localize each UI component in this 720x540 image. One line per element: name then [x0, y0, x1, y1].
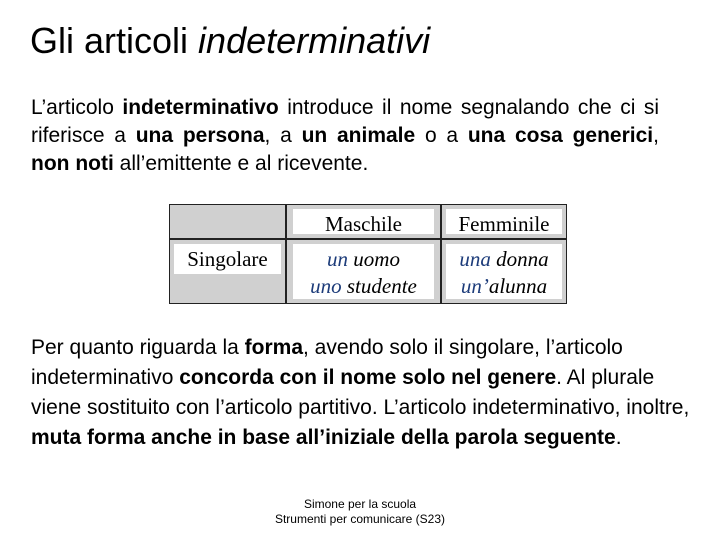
articles-table: [169, 204, 567, 304]
text: all’emittente e al ricevente.: [113, 152, 369, 175]
article: una: [459, 247, 491, 271]
title-plain: Gli articoli: [30, 20, 189, 61]
cell-maschile-singolare: [286, 239, 441, 304]
header-femminile-label: Femminile: [458, 212, 550, 236]
article: un’: [460, 274, 489, 298]
entry-un-alunna: [442, 274, 566, 299]
entry-uno-studente: [287, 274, 440, 299]
article: un: [327, 247, 349, 271]
noun: alunna: [488, 274, 548, 298]
footer-publisher: Simone per la scuola: [303, 497, 417, 511]
bold-text: muta forma anche in base all’iniziale della parola seguente: [31, 426, 616, 449]
bold-text: una persona: [135, 124, 265, 147]
text: introduce il nome segnalando che ci si riferisce a: [31, 96, 659, 147]
text: L’articolo: [31, 96, 114, 119]
text: o a: [415, 124, 459, 147]
entry-un-uomo: [287, 247, 440, 272]
intro-paragraph: [31, 94, 659, 178]
row-singolare: [169, 239, 286, 304]
entry-una-donna: [442, 247, 566, 272]
text: , avendo solo il singolare, l’articolo indeterminativo: [31, 336, 623, 389]
cell-femminile-singolare: [441, 239, 567, 304]
bold-text: indeterminativo: [122, 96, 279, 119]
header-maschile: [286, 204, 441, 239]
page-title: [30, 20, 430, 62]
row-singolare-label: Singolare: [187, 247, 268, 271]
bold-text: una cosa generici: [467, 124, 654, 147]
header-femminile: [441, 204, 567, 239]
title-italic: indeterminativi: [198, 20, 431, 61]
text: .: [615, 426, 622, 449]
noun: uomo: [353, 247, 400, 271]
text: , a: [264, 124, 292, 147]
table-corner-cell: [169, 204, 286, 239]
footer: [0, 497, 720, 527]
article: uno: [310, 274, 342, 298]
text: Per quanto riguarda la: [31, 336, 239, 359]
bold-text: un animale: [301, 124, 416, 147]
bold-text: concorda con il nome solo nel genere: [179, 366, 557, 389]
form-paragraph: [31, 333, 691, 453]
bold-text: forma: [244, 336, 304, 359]
noun: studente: [346, 274, 417, 298]
bold-text: non noti: [31, 152, 114, 175]
text: ,: [653, 124, 659, 147]
text: . Al plurale viene sostituito con l’articolo partitivo. L’articolo indeterminativo, inoltre,: [31, 366, 690, 419]
noun: donna: [496, 247, 549, 271]
footer-book-title: Strumenti per comunicare (S23): [274, 512, 446, 526]
header-maschile-label: Maschile: [325, 212, 402, 236]
